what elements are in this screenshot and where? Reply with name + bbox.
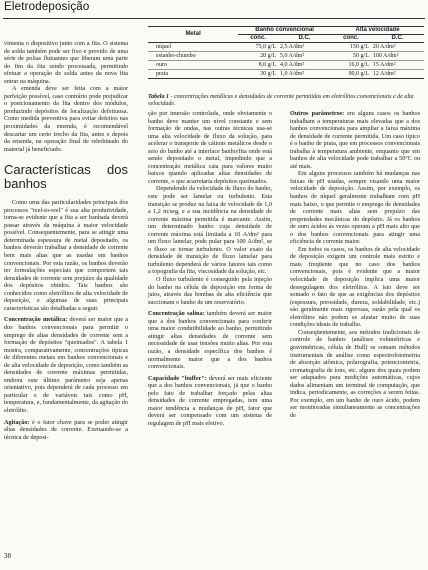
paragraph-text: em alguns casos os banhos trabalham a temperaturas mais elevadas que a dos banhos convencionais para ampliar a faixa máxima de densidade de corrente permitida. Um caso típico é o banho de prata, que em processos convencionais trabalha à temperatura ambiente, enquanto que em banhos de alta velocidade pode trabalhar a 50°C ou até mais. (290, 110, 421, 170)
keyword: Concentração metálica: (4, 316, 68, 324)
header-rule (3, 18, 425, 19)
table-row (148, 52, 424, 61)
header-conc-1: conc. (238, 35, 278, 43)
table-caption (148, 94, 424, 108)
cell-metal: prata (148, 70, 238, 79)
paragraph: Em todos os casos, os banhos de alta velocidade de deposição exigem um controle mais estrito e mais freqüente que no caso dos banhos convencionais, pois é evidente que a maior velocidade de deposição implica uma maior desregulagem dos eletrólitos. A isto deve ser somado o fato de que as exigências dos depósitos (espessura, porosidade, dureza, soldabilidade, etc.) são geralmente mais rigorosas, razão pela qual os eletrólitos não podem se afastar muito de suas condições ideais de trabalho. (290, 245, 420, 329)
section-title: Características dos banhos (4, 162, 128, 192)
cell-conc2: 50 g/L (331, 52, 371, 61)
keyword: Capacidade "buffer": (148, 374, 207, 382)
cell-conc1: 30 g/L (238, 70, 278, 79)
header-high-speed: Alta velocidade (331, 27, 424, 35)
column-1 (4, 40, 128, 441)
cell-conc2: 150 g/L (331, 43, 371, 52)
paragraph: Dependendo da velocidade de fluxo do banho, este pode ser lamelar ou turbulento. Esta transição se produz na faixa de velocidade de 1,0 a 1,2 m/seg, e a sua incidência na densidade de corrente máxima permitida é marcante. Assim, um determinado banho cuja densidade de corrente máxima está limitada a 10 A/dm² para um fluxo lamelar, pode pular para 100 A/dm², se o fluxo se tornar turbulento. O valor exato da densidade de transição de fluxo lamelar para turbulento dependerá de vários fatores tais como a topografia da fita, viscosidade da solução, etc. (148, 185, 272, 276)
cell-conc1: 8,0 g/L (238, 61, 278, 70)
keyword: Agitação: (4, 418, 30, 426)
caption-text: - concentrações metálicas e densidades de corrente permitidas em eletrólitos convencionais e de alta velocidade. (148, 94, 414, 107)
page-number: 38 (4, 552, 11, 560)
column-3 (290, 110, 420, 419)
paragraph-text: é o fator chave para se poder atingir altas densidades de corrente. Exetuando-se a técnica de deposi- (4, 418, 128, 441)
keyword: Concentração salina: (148, 310, 205, 318)
header-dc-2: D.C. (371, 35, 424, 43)
cell-dc2: 100 A/dm² (371, 52, 424, 61)
paragraph: O fluxo turbulento é conseguido pela injeção do banho na célula de deposição em forma de jatos, através das bombas de alta eficiência que succionam o banho de um reservatório. (148, 276, 272, 306)
paragraph (4, 419, 128, 442)
paragraph-text: deverá ser maior que a dos banhos convencionais para permitir o emprego de altas densidades de corrente sem a formação de depósitos "queimados". A tabela 1 mostra, comparativamente, concentrações típicas de diferentes metais em banhos convencionais e de alta velocidade de deposição, como também as densidades de corrente máximas permitidas, embora este último parâmetro seja apenas orientativo, pois dependerá de cada processo em particular e de variáveis tais como pH, temperatura, e, fundamentalmente, da agitação do eletrólito. (4, 316, 128, 414)
cell-metal: estanho-chumbo (148, 52, 238, 61)
header-conventional: Banho convencional (238, 27, 331, 35)
cell-metal: níquel (148, 43, 238, 52)
cell-dc1: 4,0 A/dm² (278, 61, 331, 70)
header-conc-2: conc. (331, 35, 371, 43)
paragraph (148, 310, 272, 370)
cell-dc1: 5,0 A/dm² (278, 52, 331, 61)
paragraph: Em alguns processos também há mudanças nas faixas de pH usadas, sempre visando uma maior velocidade de deposição. Assim, por exemplo, os banhos de níquel geralmente trabalham com pH mais baixo, o que permite o emprego de densidades de corrente mais altas sem prejuízo das propriedades mecânicas do depósito. Já os banhos de ouro ácidos às vezes operam a pH mais alto que o dos banhos convencionais para atingir uma eficiência de corrente maior. (290, 170, 420, 246)
header-dc-1: D.C. (278, 35, 331, 43)
cell-conc2: 16,0 g/L (331, 61, 371, 70)
paragraph: vimenta o dispositivo junto com a fita. O sistema de solda também pode ser fixo e provido de uma série de polias flutuantes que liberam uma parte do fim da fita sendo processada, permitindo efetuar a operação de solda antes da nova fita entrar na máquina. (4, 40, 128, 85)
paragraph: ção por imersão controlada, onde obviamente o banho deve manter um nível constante e sem formação de ondas, nas outras técnicas usa-se uma alta velocidade de fluxo da solução, para acelerar o transporte de cátions metálicos desde o seio do banho até a interface banho/fita onde está sendo depositado o metal, impedindo que a concentração metálica caia para valores muito baixos quando aplicadas altas densidades de corrente, o que acarretaria depósitos queimados. (148, 110, 272, 185)
paragraph (4, 316, 128, 414)
cell-conc2: 90,0 g/L (331, 70, 371, 79)
cell-dc2: 20 A/dm² (371, 43, 424, 52)
table-row (148, 43, 424, 52)
cell-dc1: 1,0 A/dm² (278, 70, 331, 79)
cell-conc1: 75,0 g/L (238, 43, 278, 52)
paragraph-text: deverá ser mais eficiente que a dos banhos convencionais, já que o banho pelo fato de trabalhar forçado pelas altas densidades de corrente empregadas, tem uma maior tendência a mudanças de pH, fator que deverá ser compensado com um sistema de regulagem de pH mais efetivo. (148, 374, 273, 427)
cell-dc2: 15 A/dm² (371, 61, 424, 70)
paragraph (148, 375, 272, 428)
cell-metal: ouro (148, 61, 238, 70)
cell-dc2: 12 A/dm² (371, 70, 424, 79)
column-2 (148, 110, 272, 427)
table-row (148, 70, 424, 79)
cell-conc1: 20 g/L (238, 52, 278, 61)
paragraph: Conseqüentemente, aos métodos tradicionais de controle de banhos (análises volumétricas e gravimétricas, célula de Hull) se somam métodos instrumentais de análise como espectrofotometria de absorção atômica, polarografia, potenciometria, cromatografia de íons, etc. alguns dos quais podem ser adaptados para medições automáticas, cujos dados alimentam um terminal de computação, que indica, periodicamente, as correções a serem feitas. Por exemplo, em um banho de ouro ácido, podem ser monitoradas simultaneamente as concentrações de (290, 328, 420, 419)
caption-label: Tabela 1 (148, 94, 169, 100)
running-head: Eletrodeposição (4, 1, 90, 13)
metal-concentration-table (148, 26, 424, 79)
cell-dc1: 2,5 A/dm² (278, 43, 331, 52)
paragraph: A emenda deve ser feita com a maior perfeição possível, caso contrário pode prejudicar o posicionamento da fita dentro dos módulos, produzindo depósitos de localização defeituosa. Como medida preventiva para evitar defeitos nas proximidades da emenda, é recomendável descartar um certo trecho da fita, antes e depois da emenda, na operação final de rebobinado do material já beneficiado. (4, 85, 128, 153)
table-row (148, 61, 424, 70)
paragraph: Como uma das particularidades principais dos processos "reel-to-reel" é sua alta produtividade, torna-se evidente que a fita a ser banhada deverá passar através da máquina à maior velocidade possível. Consequentemente, para se atingir uma determinada espessura de metal depositado, os banhos deverão trabalhar a densidade de corrente bem mais altas que as usadas em banhos convencionais. Por esta razão, os banhos deverão ter formulações especiais que comportem tais densidades de corrente sem prejuízo da qualidade dos depósitos obtidos. Tais banhos são conhecidos como eletrólitos de alta velocidade de deposição, e algumas de suas principais características são detalhadas a seguir. (4, 199, 128, 312)
paragraph (290, 110, 420, 170)
keyword: Outros parâmetros: (290, 110, 345, 117)
header-metal: Metal (148, 27, 238, 43)
table-1 (148, 26, 424, 79)
paragraph-text: também deverá ser maior que a dos banhos convencionais para conferir uma maior condutibilidade ao banho, permitindo atingir altas densidades de corrente sem necessidade de usar tensões muito altas. Por esta razão, a densidade específica dos banhos é normalmente maior que a dos banhos convencionais. (148, 310, 272, 371)
